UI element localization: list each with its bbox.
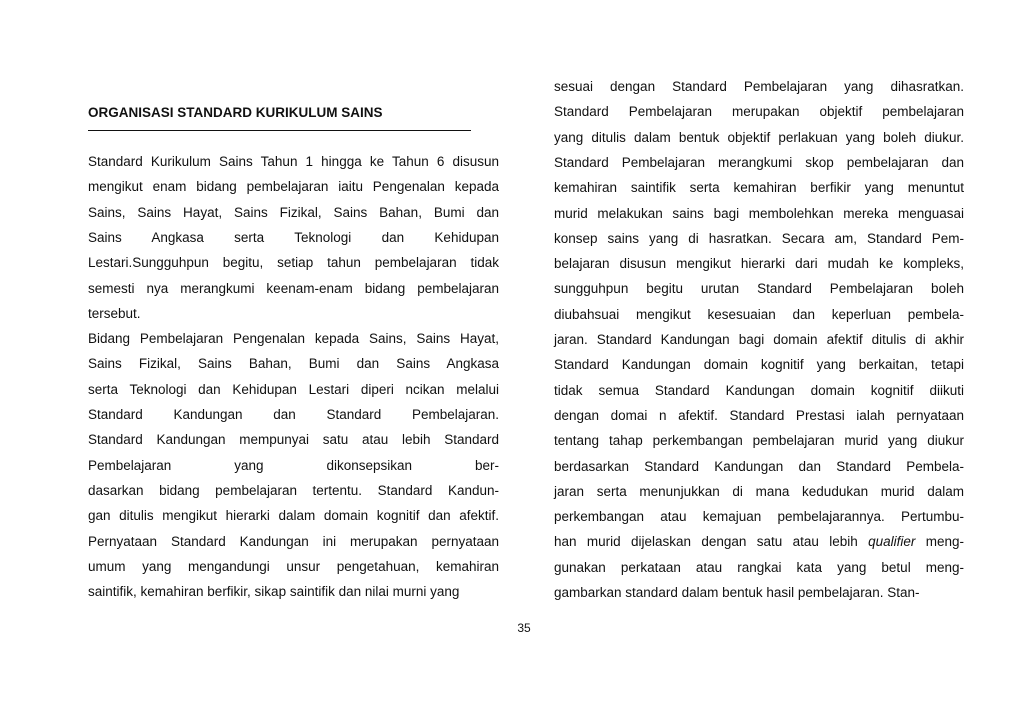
text-line: Standard Pembelajaran merangkumi skop pembelajaran dan	[554, 154, 964, 170]
text-line: dasarkan bidang pembelajaran tertentu. Standard Kandun-	[88, 482, 499, 498]
text-line: murid melakukan sains bagi membolehkan mereka menguasai	[554, 205, 964, 221]
text-line: gambarkan standard dalam bentuk hasil pembelajaran. Stan-	[554, 585, 920, 600]
text-line: han murid dijelaskan dengan satu atau lebih qualifier meng-	[554, 534, 964, 550]
text-line: tidak semua Standard Kandungan domain kognitif diikuti	[554, 382, 964, 398]
text-line: jaran serta menunjukkan di mana kedudukan murid dalam	[554, 483, 964, 499]
section-heading: ORGANISASI STANDARD KURIKULUM SAINS	[88, 105, 383, 120]
text-line: Sains, Sains Hayat, Sains Fizikal, Sains Bahan, Bumi dan	[88, 204, 499, 220]
text-line: yang ditulis dalam bentuk objektif perlakuan yang boleh diukur.	[554, 129, 964, 145]
text-line: sungguhpun begitu urutan Standard Pembelajaran boleh	[554, 281, 964, 297]
text-line: Standard Pembelajaran merupakan objektif pembelajaran	[554, 104, 964, 120]
text-line: Standard Kandungan mempunyai satu atau lebih Standard	[88, 432, 499, 448]
text-line: Standard Kandungan dan Standard Pembelajaran.	[88, 407, 499, 422]
text-line: Standard Kurikulum Sains Tahun 1 hingga ke Tahun 6 disusun	[88, 154, 499, 169]
text-line: mengikut enam bidang pembelajaran iaitu Pengenalan kepada	[88, 179, 499, 195]
text-line: semesti nya merangkumi keenam-enam bidang pembelajaran	[88, 280, 499, 296]
italic-term: qualifier	[868, 534, 916, 550]
text-line: konsep sains yang di hasratkan. Secara am, Standard Pem-	[554, 230, 964, 246]
line-tail: meng-	[915, 534, 964, 550]
text-line: Sains Angkasa serta Teknologi dan Kehidupan	[88, 229, 499, 245]
text-line: Bidang Pembelajaran Pengenalan kepada Sains, Sains Hayat,	[88, 331, 499, 347]
text-line: tersebut.	[88, 305, 141, 321]
page-number: 35	[517, 621, 531, 635]
text-line: tentang tahap perkembangan pembelajaran murid yang diukur	[554, 433, 964, 449]
text-line: sesuai dengan Standard Pembelajaran yang dihasratkan.	[554, 79, 964, 94]
text-line: perkembangan atau kemajuan pembelajarannya. Pertumbu-	[554, 509, 964, 525]
text-line: umum yang mengandungi unsur pengetahuan, kemahiran	[88, 558, 499, 574]
text-line: diubahsuai mengikut kesesuaian dan keperluan pembela-	[554, 306, 964, 322]
text-line: jaran. Standard Kandungan bagi domain afektif ditulis di akhir	[554, 332, 964, 347]
text-line: gan ditulis mengikut hierarki dalam domain kognitif dan afektif.	[88, 508, 499, 524]
text-line: Lestari.Sungguhpun begitu, setiap tahun pembelajaran tidak	[88, 255, 499, 271]
heading-underline	[88, 130, 471, 131]
text-line: saintifik, kemahiran berfikir, sikap saintifik dan nilai murni yang	[88, 584, 460, 600]
text-line: berdasarkan Standard Kandungan dan Standard Pembela-	[554, 458, 964, 474]
text-line: Standard Kandungan domain kognitif yang berkaitan, tetapi	[554, 357, 964, 373]
text-line: belajaran disusun mengikut hierarki dari mudah ke kompleks,	[554, 256, 964, 272]
text-line: dengan domai n afektif. Standard Prestasi ialah pernyataan	[554, 407, 964, 423]
text-line: serta Teknologi dan Kehidupan Lestari diperi ncikan melalui	[88, 381, 499, 397]
text-line: kemahiran saintifik serta kemahiran berfikir yang menuntut	[554, 180, 964, 196]
text-line: gunakan perkataan atau rangkai kata yang betul meng-	[554, 559, 964, 575]
text-line: Pembelajaran yang dikonsepsikan ber-	[88, 457, 499, 473]
text-line: Sains Fizikal, Sains Bahan, Bumi dan Sains Angkasa	[88, 356, 499, 372]
text-line: Pernyataan Standard Kandungan ini merupakan pernyataan	[88, 533, 499, 549]
